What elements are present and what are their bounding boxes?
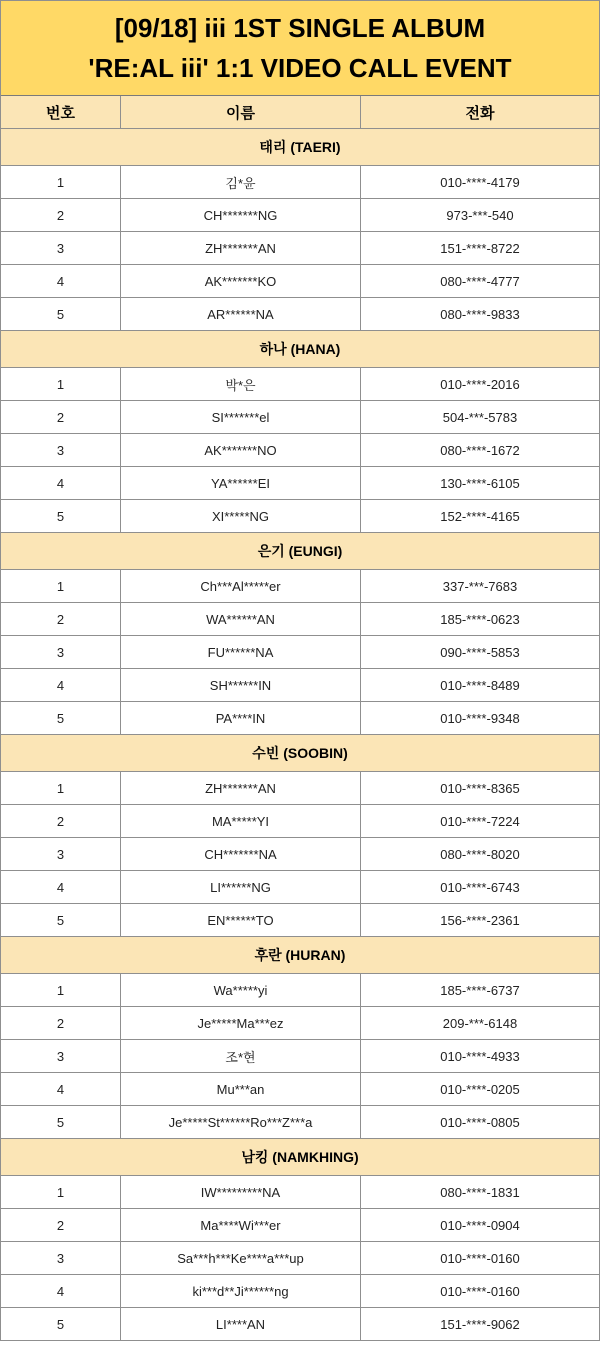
section-header: 후란 (HURAN): [1, 937, 599, 974]
cell-phone: 010-****-4179: [440, 174, 520, 190]
cell-number: 4: [1, 467, 121, 499]
section-header: 남킹 (NAMKHING): [1, 1139, 599, 1176]
cell-name: Ch***Al*****er: [121, 570, 361, 602]
cell-number: 2: [1, 1209, 121, 1241]
table-title: [1, 1, 599, 96]
cell-phone: 080-****-9833: [440, 306, 520, 322]
cell-number: 2: [1, 401, 121, 433]
cell-phone: 010-****-7224: [440, 813, 520, 829]
table-row: [1, 401, 599, 434]
cell-number: 2: [1, 603, 121, 635]
cell-phone: 010-****-0904: [440, 1217, 520, 1233]
cell-phone: 010-****-0160: [440, 1283, 520, 1299]
cell-phone: 151-****-9062: [440, 1316, 520, 1332]
cell-name: Je*****Ma***ez: [121, 1007, 361, 1039]
cell-phone: 337-***-7683: [442, 578, 518, 594]
section-header: 태리 (TAERI): [1, 129, 599, 166]
table-row: [1, 871, 599, 904]
cell-number: 3: [1, 232, 121, 264]
cell-name: Sa***h***Ke****a***up: [121, 1242, 361, 1274]
cell-name: 조*현: [121, 1040, 361, 1072]
table-row: [1, 265, 599, 298]
cell-number: 2: [1, 805, 121, 837]
table-row: [1, 199, 599, 232]
cell-name: ZH*******AN: [121, 772, 361, 804]
cell-phone: 090-****-5853: [440, 644, 520, 660]
section-header: 수빈 (SOOBIN): [1, 735, 599, 772]
table-row: [1, 838, 599, 871]
cell-number: 5: [1, 500, 121, 532]
cell-name: CH*******NA: [121, 838, 361, 870]
cell-name: Je*****St******Ro***Z***a: [121, 1106, 361, 1138]
table-row: [1, 298, 599, 331]
cell-name: FU******NA: [121, 636, 361, 668]
header-name: 이름: [121, 96, 361, 128]
sections-container: [1, 129, 599, 1341]
table-row: [1, 669, 599, 702]
cell-number: 5: [1, 1308, 121, 1340]
cell-number: 3: [1, 838, 121, 870]
header-number: 번호: [1, 96, 121, 128]
table-row: [1, 166, 599, 199]
table-row: [1, 232, 599, 265]
cell-phone: 156-****-2361: [440, 912, 520, 928]
table-row: [1, 772, 599, 805]
cell-number: 5: [1, 298, 121, 330]
cell-phone: 010-****-0205: [440, 1081, 520, 1097]
cell-name: LI******NG: [121, 871, 361, 903]
cell-number: 1: [1, 974, 121, 1006]
cell-phone: 010-****-8489: [440, 677, 520, 693]
cell-number: 3: [1, 434, 121, 466]
cell-number: 1: [1, 772, 121, 804]
cell-number: 1: [1, 1176, 121, 1208]
table-row: [1, 805, 599, 838]
cell-name: AR******NA: [121, 298, 361, 330]
table-row: [1, 500, 599, 533]
cell-number: 4: [1, 669, 121, 701]
cell-name: AK*******NO: [121, 434, 361, 466]
cell-number: 2: [1, 1007, 121, 1039]
table-row: [1, 904, 599, 937]
header-row: [1, 96, 599, 129]
table-row: [1, 570, 599, 603]
cell-name: 김*윤: [121, 166, 361, 198]
cell-name: CH*******NG: [121, 199, 361, 231]
table-row: [1, 1007, 599, 1040]
cell-phone: 010-****-9348: [440, 710, 520, 726]
table-row: [1, 1275, 599, 1308]
cell-name: SH******IN: [121, 669, 361, 701]
cell-number: 4: [1, 1073, 121, 1105]
cell-number: 5: [1, 904, 121, 936]
cell-number: 1: [1, 570, 121, 602]
table-row: [1, 603, 599, 636]
table-row: [1, 1106, 599, 1139]
cell-name: LI****AN: [121, 1308, 361, 1340]
header-phone: 전화: [465, 104, 495, 122]
cell-number: 4: [1, 1275, 121, 1307]
cell-phone: 080-****-4777: [440, 273, 520, 289]
cell-phone: 185-****-0623: [440, 611, 520, 627]
cell-name: MA*****YI: [121, 805, 361, 837]
cell-number: 3: [1, 1040, 121, 1072]
table-row: [1, 434, 599, 467]
cell-name: AK*******KO: [121, 265, 361, 297]
cell-phone: 209-***-6148: [442, 1015, 518, 1031]
cell-name: WA******AN: [121, 603, 361, 635]
cell-phone: 010-****-0160: [440, 1250, 520, 1266]
cell-name: ki***d**Ji******ng: [121, 1275, 361, 1307]
title-line-1: [09/18] iii 1ST SINGLE ALBUM: [114, 13, 486, 43]
title-line-2: 'RE:AL iii' 1:1 VIDEO CALL EVENT: [88, 53, 512, 83]
table-row: [1, 1242, 599, 1275]
cell-name: Ma****Wi***er: [121, 1209, 361, 1241]
cell-name: IW*********NA: [121, 1176, 361, 1208]
cell-number: 3: [1, 1242, 121, 1274]
cell-number: 3: [1, 636, 121, 668]
table-row: [1, 1040, 599, 1073]
section-header: 은기 (EUNGI): [1, 533, 599, 570]
table-row: [1, 1209, 599, 1242]
cell-name: ZH*******AN: [121, 232, 361, 264]
cell-number: 4: [1, 871, 121, 903]
table-row: [1, 467, 599, 500]
cell-phone: 151-****-8722: [440, 240, 520, 256]
cell-number: 4: [1, 265, 121, 297]
cell-number: 1: [1, 166, 121, 198]
cell-name: 박*은: [121, 368, 361, 400]
table-row: [1, 636, 599, 669]
cell-name: PA****IN: [121, 702, 361, 734]
table-row: [1, 1308, 599, 1341]
cell-number: 2: [1, 199, 121, 231]
cell-name: Wa*****yi: [121, 974, 361, 1006]
table-row: [1, 1073, 599, 1106]
table-row: [1, 974, 599, 1007]
cell-phone: 010-****-0805: [440, 1114, 520, 1130]
cell-number: 1: [1, 368, 121, 400]
cell-phone: 010-****-2016: [440, 376, 520, 392]
table-row: [1, 702, 599, 735]
cell-phone: 080-****-1672: [440, 442, 520, 458]
cell-name: EN******TO: [121, 904, 361, 936]
cell-phone: 080-****-1831: [440, 1184, 520, 1200]
cell-name: YA******EI: [121, 467, 361, 499]
cell-number: 5: [1, 702, 121, 734]
cell-phone: 504-***-5783: [442, 409, 518, 425]
cell-phone: 973-***-540: [446, 207, 514, 223]
table-row: [1, 368, 599, 401]
cell-phone: 010-****-8365: [440, 780, 520, 796]
cell-phone: 185-****-6737: [440, 982, 520, 998]
cell-name: Mu***an: [121, 1073, 361, 1105]
cell-phone: 152-****-4165: [440, 508, 520, 524]
cell-name: XI*****NG: [121, 500, 361, 532]
section-header: 하나 (HANA): [1, 331, 599, 368]
cell-phone: 010-****-4933: [440, 1048, 520, 1064]
cell-name: SI*******el: [121, 401, 361, 433]
cell-phone: 010-****-6743: [440, 879, 520, 895]
table-row: [1, 1176, 599, 1209]
cell-number: 5: [1, 1106, 121, 1138]
cell-phone: 080-****-8020: [440, 846, 520, 862]
cell-phone: 130-****-6105: [440, 475, 520, 491]
